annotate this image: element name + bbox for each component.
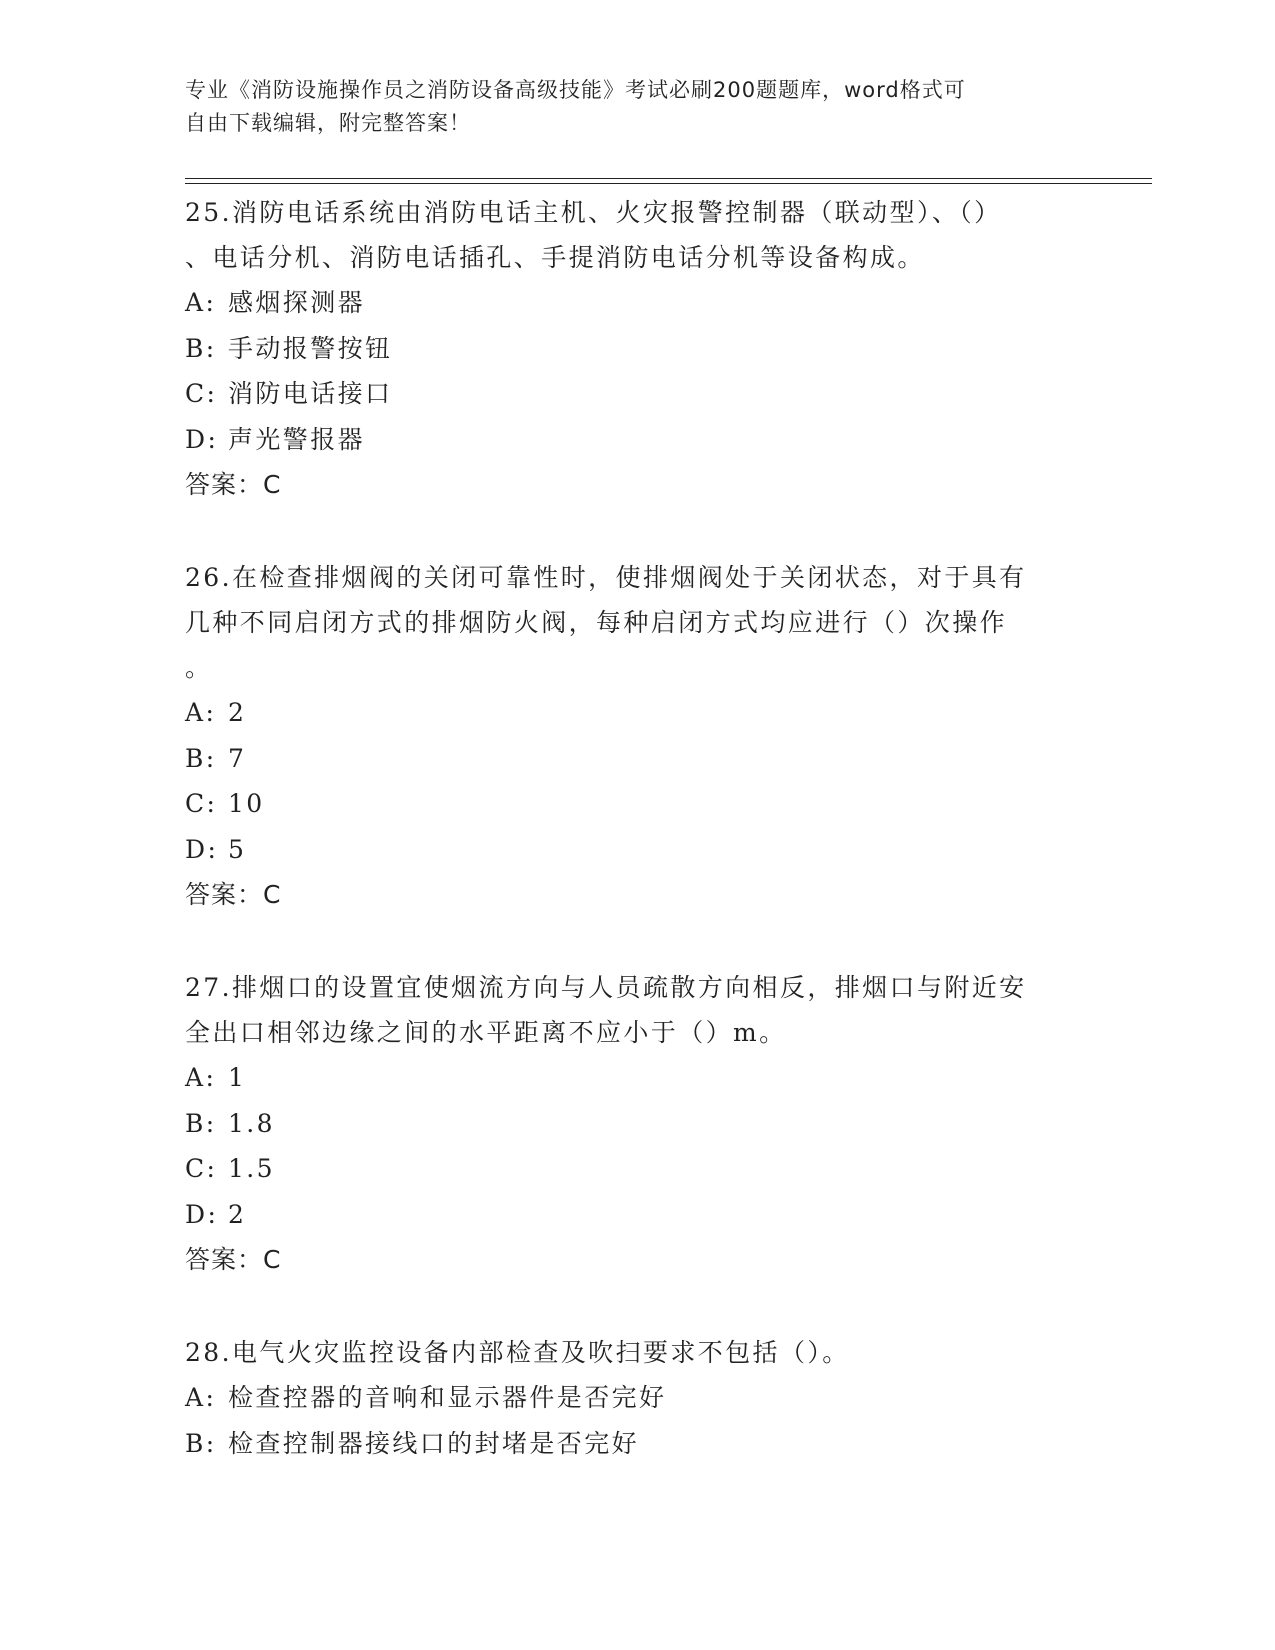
question-27	[185, 965, 1085, 1282]
question-stem-line-2: 全出口相邻边缘之间的水平距离不应小于（）m。	[185, 1018, 787, 1047]
option-d	[185, 1192, 1085, 1238]
option-c	[185, 1146, 1085, 1192]
option-text: 声光警报器	[228, 424, 366, 454]
question-stem-line-2: 、电话分机、消防电话插孔、手提消防电话分机等设备构成。	[185, 243, 925, 272]
option-b	[185, 736, 1085, 782]
question-stem-line-1: 25.消防电话系统由消防电话主机、火灾报警控制器（联动型）、（）	[185, 198, 1002, 227]
header-line-1: 专业《消防设施操作员之消防设备高级技能》考试必刷200题题库，word格式可	[185, 78, 966, 102]
option-text: 1	[228, 1063, 247, 1092]
question-stem-line-2: 几种不同启闭方式的排烟防火阀，每种启闭方式均应进行（）次操作	[185, 608, 1008, 637]
spacer	[185, 936, 1085, 965]
option-text: 1.8	[228, 1108, 275, 1138]
option-label: D:	[185, 834, 219, 864]
option-label: A:	[185, 698, 217, 727]
option-d	[185, 417, 1085, 463]
option-text: 检查控器的音响和显示器件是否完好	[228, 1383, 667, 1412]
question-list	[185, 190, 1085, 1485]
option-label: B:	[185, 1428, 217, 1458]
option-text: 检查控制器接线口的封堵是否完好	[228, 1428, 640, 1458]
question-25	[185, 190, 1085, 507]
header-line-2: 自由下载编辑，附完整答案！	[185, 111, 471, 135]
header-rule-bottom	[185, 183, 1152, 184]
option-label: A:	[185, 288, 217, 317]
document-header	[185, 74, 1085, 140]
question-28	[185, 1330, 1085, 1466]
question-stem-line-1: 26.在检查排烟阀的关闭可靠性时，使排烟阀处于关闭状态，对于具有	[185, 563, 1027, 592]
option-b	[185, 326, 1085, 372]
question-stem-line-3: 。	[185, 653, 213, 682]
option-c	[185, 371, 1085, 417]
option-text: 7	[228, 743, 247, 773]
option-label: A:	[185, 1383, 217, 1412]
option-label: D:	[185, 424, 219, 454]
option-a	[185, 690, 1085, 736]
option-label: B:	[185, 333, 217, 363]
question-stem-line-1: 27.排烟口的设置宜使烟流方向与人员疏散方向相反，排烟口与附近安	[185, 973, 1027, 1002]
option-label: B:	[185, 1108, 217, 1138]
option-b	[185, 1421, 1085, 1467]
question-26	[185, 555, 1085, 917]
option-d	[185, 827, 1085, 873]
option-label: D:	[185, 1199, 219, 1229]
option-text: 2	[228, 1199, 247, 1229]
option-text: 消防电话接口	[228, 379, 393, 408]
option-text: 2	[228, 698, 247, 727]
question-stem	[185, 965, 1085, 1055]
option-a	[185, 1055, 1085, 1101]
option-text: 手动报警按钮	[228, 333, 393, 363]
answer: 答案：C	[185, 1245, 282, 1274]
question-stem	[185, 190, 1085, 280]
option-label: A:	[185, 1063, 217, 1092]
option-label: C:	[185, 789, 218, 818]
option-text: 1.5	[228, 1154, 275, 1183]
option-text: 5	[228, 834, 247, 864]
spacer	[185, 1301, 1085, 1330]
question-stem	[185, 555, 1085, 690]
spacer	[185, 526, 1085, 555]
option-c	[185, 781, 1085, 827]
question-stem	[185, 1330, 1085, 1375]
option-text: 10	[228, 789, 265, 818]
option-a	[185, 280, 1085, 326]
answer: 答案：C	[185, 470, 282, 499]
option-label: C:	[185, 1154, 218, 1183]
option-text: 感烟探测器	[228, 288, 366, 317]
header-rule-top	[185, 178, 1152, 179]
answer: 答案：C	[185, 880, 282, 909]
option-a	[185, 1375, 1085, 1421]
option-label: B:	[185, 743, 217, 773]
question-stem-line-1: 28.电气火灾监控设备内部检查及吹扫要求不包括（）。	[185, 1338, 850, 1367]
option-label: C:	[185, 379, 218, 408]
option-b	[185, 1101, 1085, 1147]
